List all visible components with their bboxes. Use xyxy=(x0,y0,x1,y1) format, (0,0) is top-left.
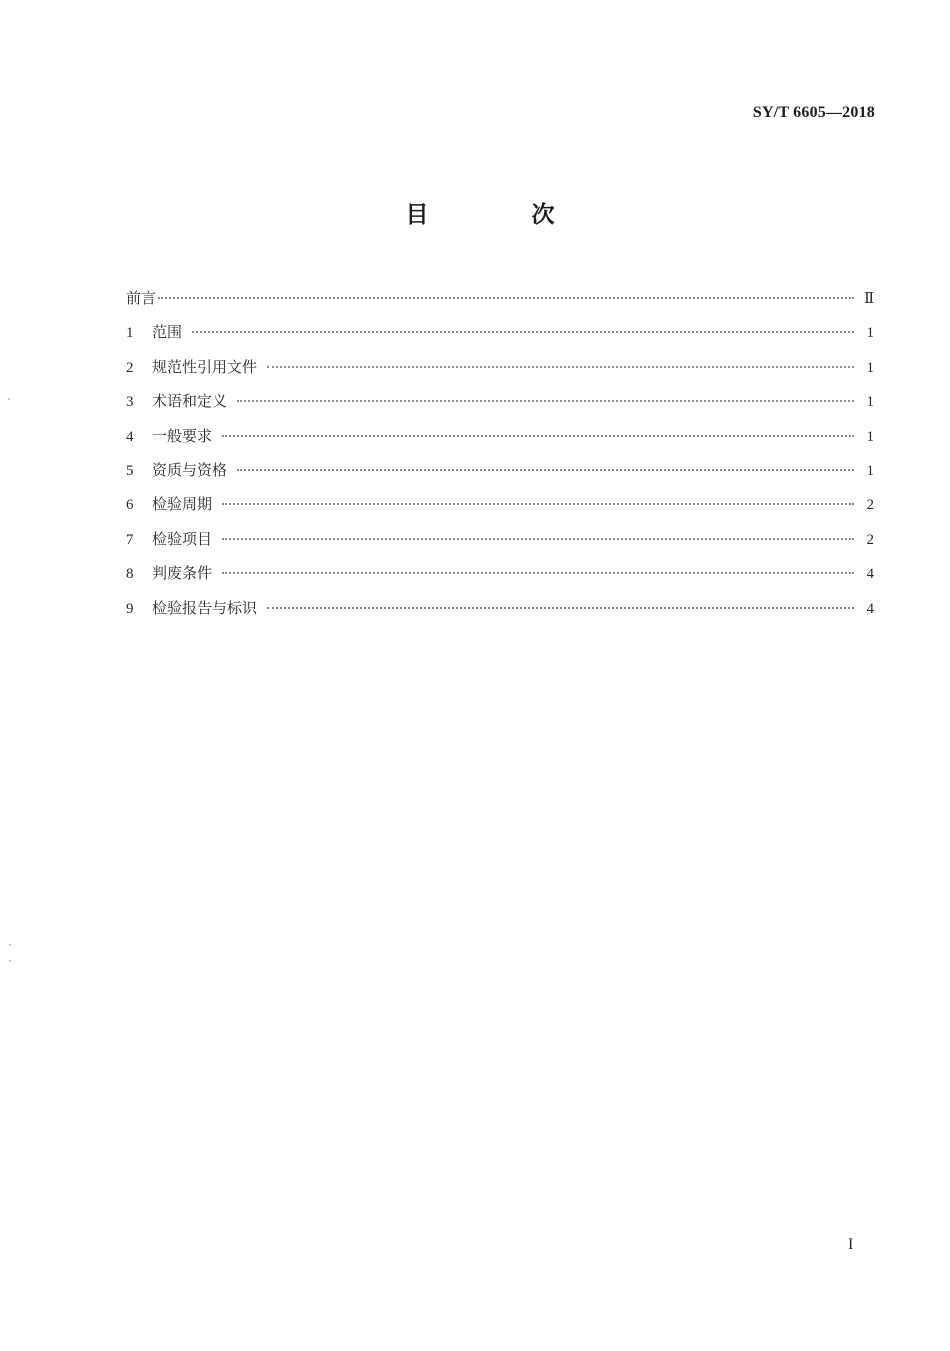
toc-entry-page: 4 xyxy=(866,600,874,617)
toc-entry-inspection-items[interactable] xyxy=(126,528,874,562)
toc-entry-number: 2 xyxy=(126,359,134,376)
dot-leader xyxy=(222,503,854,505)
toc-entry-page: Ⅱ xyxy=(864,291,875,307)
toc-entry-page: 2 xyxy=(866,531,874,548)
toc-entry-label: 范围 xyxy=(152,323,183,342)
page-number: I xyxy=(848,1236,854,1253)
toc-entry-rejection-criteria[interactable] xyxy=(126,562,874,596)
dot-leader xyxy=(267,366,854,368)
toc-entry-number: 8 xyxy=(126,566,134,583)
table-of-contents xyxy=(126,287,874,631)
dot-leader xyxy=(237,400,854,402)
toc-entry-number: 1 xyxy=(126,325,134,342)
toc-entry-report-marking[interactable] xyxy=(126,597,874,631)
toc-entry-inspection-cycle[interactable] xyxy=(126,493,874,527)
dot-leader xyxy=(222,572,854,574)
toc-entry-number: 6 xyxy=(126,497,134,514)
standard-code: SY/T 6605—2018 xyxy=(752,104,875,121)
toc-entry-number: 4 xyxy=(126,428,134,445)
toc-entry-number: 9 xyxy=(126,600,134,617)
toc-entry-label: 规范性引用文件 xyxy=(152,357,258,376)
scan-speck xyxy=(9,960,11,962)
dot-leader xyxy=(267,607,854,609)
toc-entry-page: 4 xyxy=(866,566,874,583)
toc-entry-page: 1 xyxy=(866,325,874,342)
toc-entry-terms-definitions[interactable] xyxy=(126,390,874,424)
toc-entry-page: 2 xyxy=(866,497,874,514)
toc-entry-scope[interactable] xyxy=(126,321,874,355)
toc-entry-qualifications[interactable] xyxy=(126,459,874,493)
toc-entry-normative-references[interactable] xyxy=(126,356,874,390)
toc-entry-page: 1 xyxy=(866,462,874,479)
toc-entry-label: 检验报告与标识 xyxy=(152,598,258,617)
toc-entry-label: 检验周期 xyxy=(152,495,213,514)
toc-entry-page: 1 xyxy=(866,394,874,411)
toc-entry-page: 1 xyxy=(866,359,874,376)
toc-entry-number: 5 xyxy=(126,462,134,479)
scan-speck xyxy=(9,944,11,946)
dot-leader xyxy=(222,538,854,540)
toc-entry-label: 术语和定义 xyxy=(152,392,228,411)
toc-entry-label: 检验项目 xyxy=(152,529,213,548)
dot-leader xyxy=(237,469,854,471)
dot-leader xyxy=(222,435,854,437)
toc-entry-number: 3 xyxy=(126,394,134,411)
scan-speck xyxy=(8,398,10,400)
toc-entry-page: 1 xyxy=(866,428,874,445)
toc-entry-general-requirements[interactable] xyxy=(126,425,874,459)
toc-entry-label: 一般要求 xyxy=(152,426,213,445)
dot-leader xyxy=(158,297,854,299)
toc-entry-label: 前言 xyxy=(126,289,157,307)
toc-entry-label: 判废条件 xyxy=(152,564,213,583)
dot-leader xyxy=(192,331,854,333)
toc-entry-preface[interactable] xyxy=(126,287,874,321)
toc-entry-number: 7 xyxy=(126,531,134,548)
page-title: 目 次 xyxy=(405,202,595,228)
toc-entry-label: 资质与资格 xyxy=(152,460,228,479)
